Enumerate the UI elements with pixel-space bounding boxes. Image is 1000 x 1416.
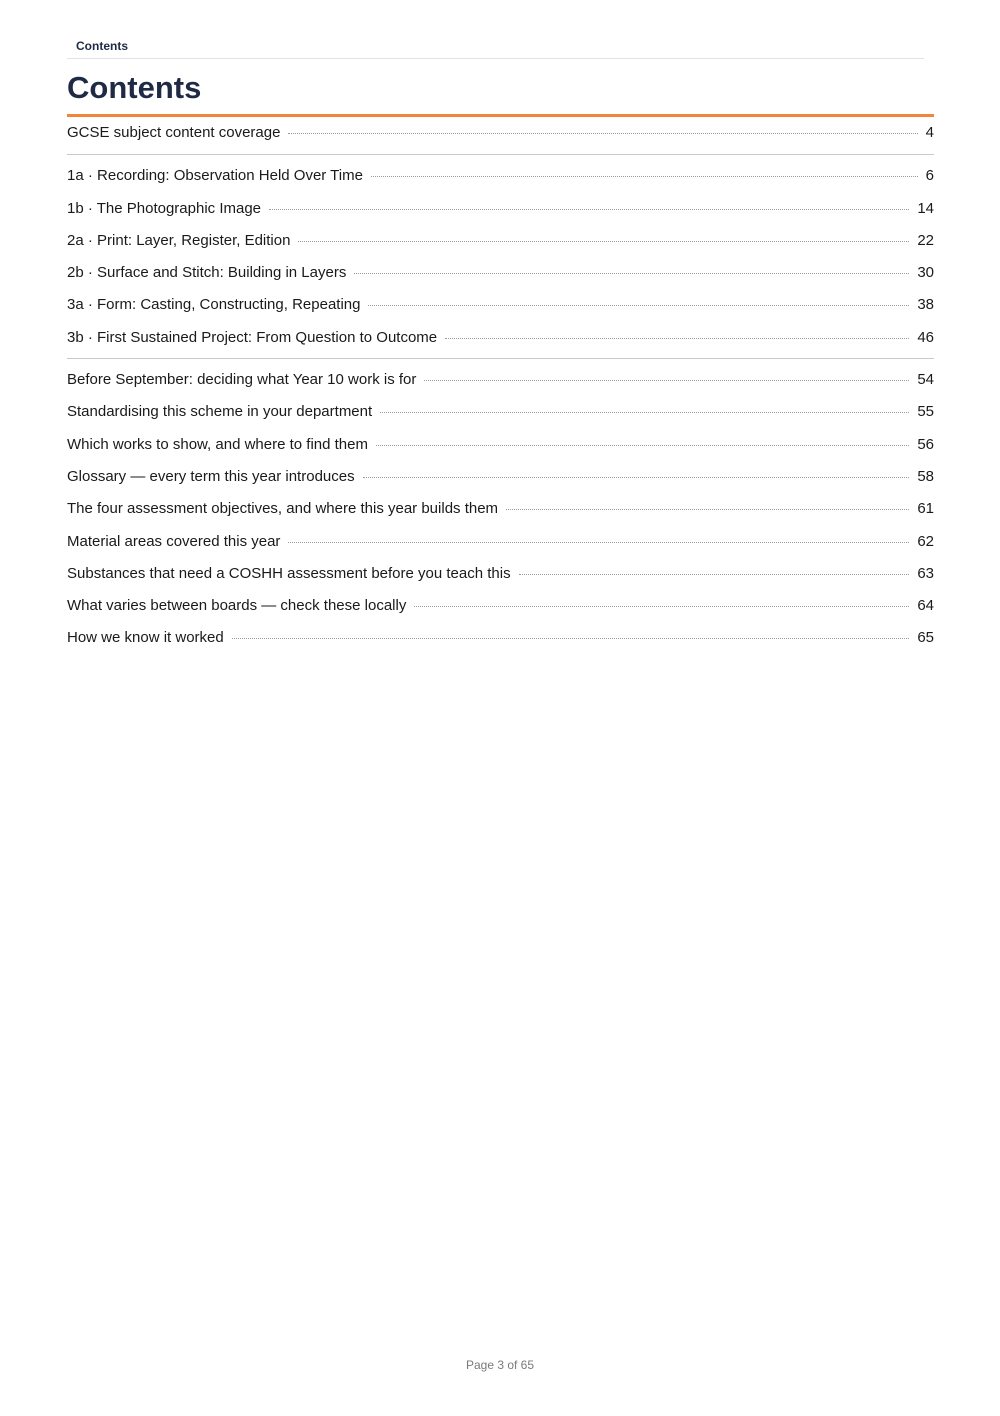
toc-dot-leader [376, 445, 909, 446]
page-number-footer: Page 3 of 65 [465, 1358, 535, 1372]
toc-entry[interactable] [67, 396, 934, 428]
page-title: Contents [67, 70, 202, 105]
toc-entry-page: 6 [925, 167, 934, 185]
toc-dot-leader [232, 638, 910, 639]
toc-entry-label: 1a · Recording: Observation Held Over Time [67, 167, 363, 185]
toc-group-units [67, 154, 934, 358]
toc-entry-label: Glossary — every term this year introduces [67, 467, 355, 485]
toc-entry[interactable] [67, 160, 934, 192]
toc-entry-page: 56 [917, 435, 934, 453]
toc-entry-page: 65 [917, 629, 934, 647]
toc-entry-label: How we know it worked [67, 629, 224, 647]
toc-entry-label: Before September: deciding what Year 10 work is for [67, 371, 417, 389]
toc-dot-leader [368, 305, 909, 306]
toc-entry[interactable] [67, 493, 934, 525]
toc-entry-label: Material areas covered this year [67, 532, 281, 550]
toc-entry-label: What varies between boards — check these locally [67, 597, 407, 615]
toc-entry-page: 30 [917, 264, 934, 282]
toc-dot-leader [380, 412, 909, 413]
toc-dot-leader [288, 133, 917, 134]
toc-entry[interactable] [67, 193, 934, 225]
toc-entry[interactable] [67, 322, 934, 354]
toc-dot-leader [445, 338, 909, 339]
toc-dot-leader [371, 176, 918, 177]
toc-dot-leader [354, 273, 909, 274]
toc-entry-page: 46 [917, 328, 934, 346]
toc-entry-label: GCSE subject content coverage [67, 124, 281, 141]
toc-entry-label: Which works to show, and where to find them [67, 435, 368, 453]
toc-entry-page: 22 [917, 231, 934, 249]
toc-entry[interactable] [67, 225, 934, 257]
toc-group-front-matter [67, 117, 934, 154]
toc-entry[interactable] [67, 289, 934, 321]
toc-entry[interactable] [67, 257, 934, 289]
header-divider [67, 58, 924, 59]
toc-entry-label: 2a · Print: Layer, Register, Edition [67, 231, 291, 249]
toc-dot-leader [506, 509, 909, 510]
toc-entry-label: Standardising this scheme in your department [67, 403, 373, 421]
toc-entry-page: 55 [917, 403, 934, 421]
toc-entry[interactable] [67, 429, 934, 461]
toc-entry[interactable] [67, 526, 934, 558]
toc-entry-page: 62 [917, 532, 934, 550]
toc-entry[interactable] [67, 622, 934, 654]
toc-entry-page: 63 [917, 564, 934, 582]
toc-entry-label: 3a · Form: Casting, Constructing, Repeating [67, 296, 361, 314]
toc-dot-leader [298, 241, 909, 242]
toc-entry[interactable] [67, 558, 934, 590]
toc-entry[interactable] [67, 461, 934, 493]
toc-entry-label: 2b · Surface and Stitch: Building in Layers [67, 264, 347, 282]
toc-entry-page: 4 [925, 124, 934, 141]
toc-entry[interactable] [67, 590, 934, 622]
toc-dot-leader [269, 209, 909, 210]
toc-entry[interactable] [67, 117, 934, 149]
table-of-contents [67, 117, 934, 655]
toc-entry[interactable] [67, 364, 934, 396]
toc-entry-page: 58 [917, 467, 934, 485]
toc-entry-page: 61 [917, 500, 934, 518]
toc-dot-leader [288, 542, 909, 543]
toc-dot-leader [414, 606, 909, 607]
running-header: Contents [76, 39, 128, 53]
toc-dot-leader [363, 477, 910, 478]
toc-entry-label: Substances that need a COSHH assessment before you teach this [67, 564, 511, 582]
toc-dot-leader [519, 574, 910, 575]
toc-entry-label: The four assessment objectives, and where this year builds them [67, 500, 499, 518]
toc-group-appendices [67, 358, 934, 655]
toc-entry-page: 64 [917, 597, 934, 615]
toc-dot-leader [424, 380, 909, 381]
toc-entry-label: 3b · First Sustained Project: From Question to Outcome [67, 328, 438, 346]
toc-entry-label: 1b · The Photographic Image [67, 199, 262, 217]
toc-entry-page: 54 [917, 371, 934, 389]
toc-entry-page: 14 [917, 199, 934, 217]
toc-entry-page: 38 [917, 296, 934, 314]
